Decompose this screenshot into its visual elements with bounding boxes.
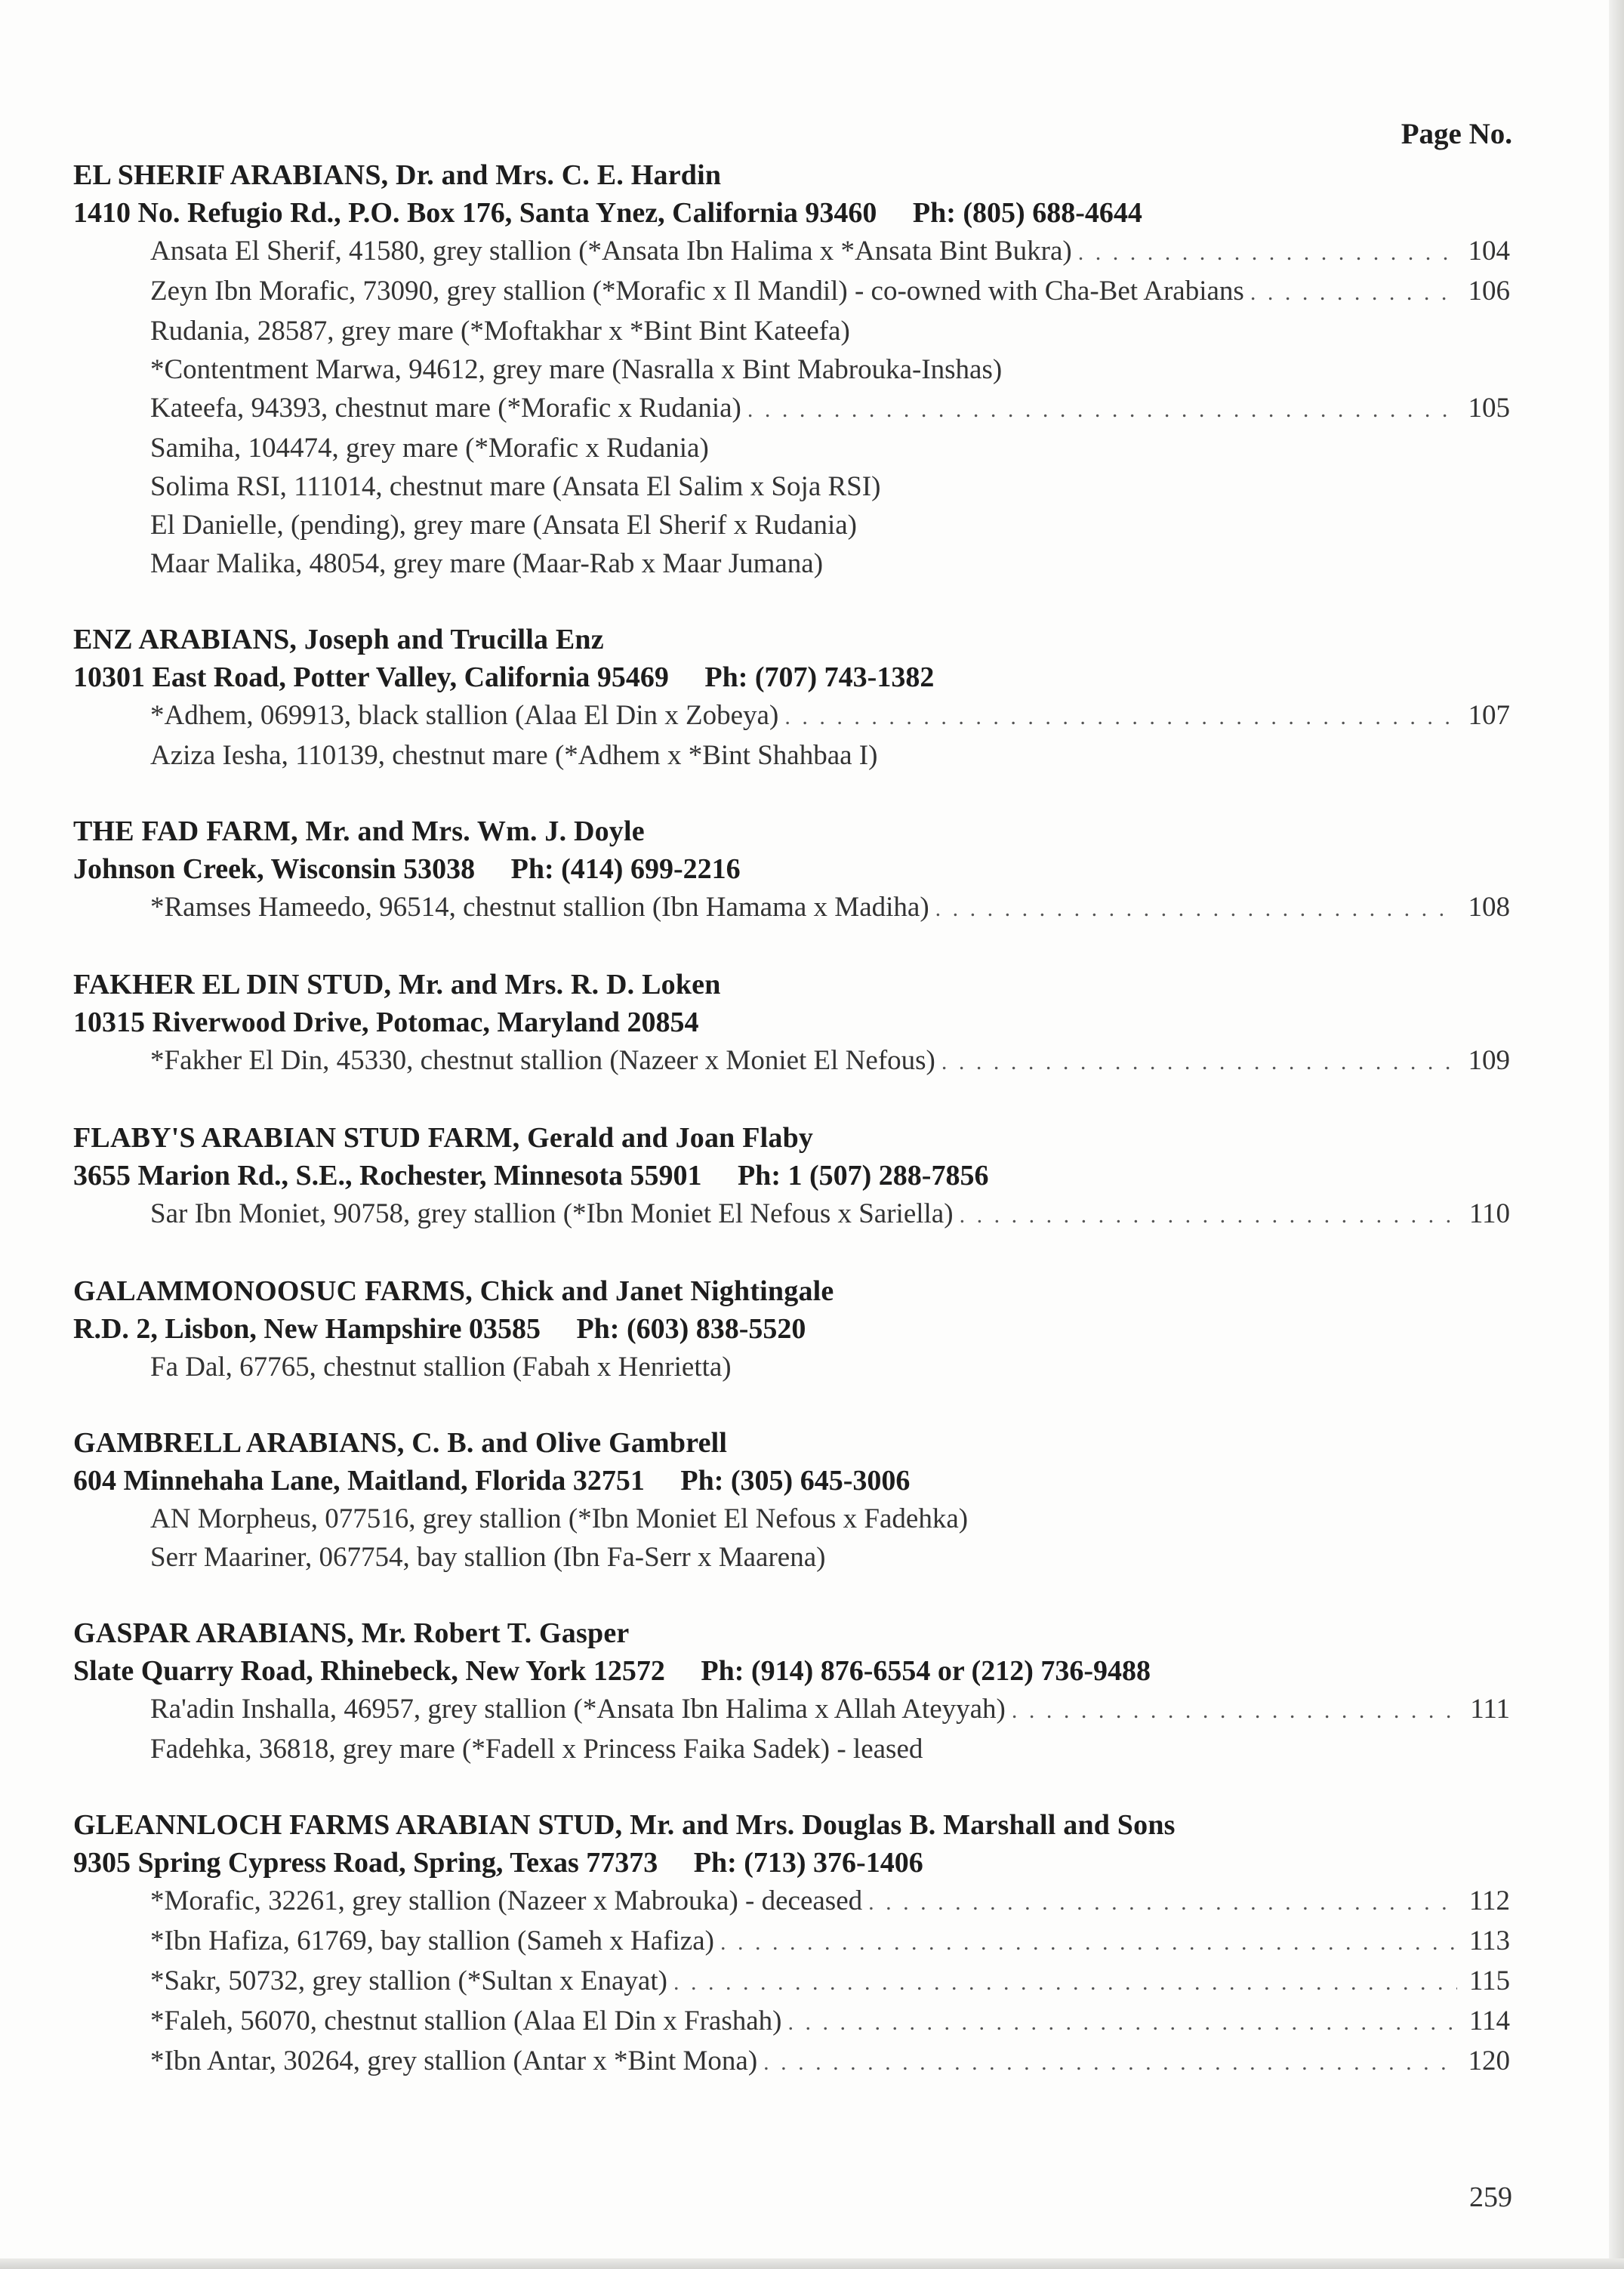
farm-entry: [73, 1424, 1510, 1577]
dot-leader: [720, 1923, 1457, 1962]
horse-entry: [73, 506, 1510, 544]
horse-description: Serr Maariner, 067754, bay stallion (Ibn Fa-Serr x Maarena): [150, 1542, 826, 1573]
dot-leader: [1078, 233, 1457, 272]
horse-entry: [73, 1690, 1510, 1730]
horse-entry: [73, 1962, 1510, 2002]
horse-description: Ra'adin Inshalla, 46957, grey stallion (*Ansata Ibn Halima x Allah Ateyyah): [150, 1694, 1006, 1725]
farm-address: 3655 Marion Rd., S.E., Rochester, Minnesota 55901 Ph: 1 (507) 288-7856: [73, 1160, 989, 1192]
dot-leader: [960, 1196, 1457, 1235]
farm-entry: [73, 156, 1510, 583]
farm-entry: [73, 1119, 1510, 1235]
dot-leader: [673, 1963, 1457, 2002]
horse-entry: [73, 467, 1510, 506]
horse-page-reference: 106: [1468, 276, 1510, 307]
horse-entry: [73, 232, 1510, 272]
horse-page-reference: 114: [1468, 2005, 1510, 2036]
farm-address: Johnson Creek, Wisconsin 53038 Ph: (414) 699-2216: [73, 853, 741, 885]
farm-entry: [73, 966, 1510, 1081]
dot-leader: [941, 1043, 1457, 1081]
farm-name: EL SHERIF ARABIANS, Dr. and Mrs. C. E. Hardin: [73, 159, 722, 191]
horse-page-reference: 112: [1468, 1885, 1510, 1916]
horse-description: *Morafic, 32261, grey stallion (Nazeer x Mabrouka) - deceased: [150, 1885, 863, 1916]
horse-description: Aziza Iesha, 110139, chestnut mare (*Adhem x *Bint Shahbaa I): [150, 740, 878, 771]
horse-description: *Sakr, 50732, grey stallion (*Sultan x Enayat): [150, 1965, 667, 1996]
horse-description: Solima RSI, 111014, chestnut mare (Ansata El Salim x Soja RSI): [150, 471, 881, 502]
horse-entry: [73, 544, 1510, 583]
farm-name: GLEANNLOCH FARMS ARABIAN STUD, Mr. and Mrs. Douglas B. Marshall and Sons: [73, 1809, 1176, 1841]
horse-page-reference: 108: [1468, 892, 1510, 923]
horse-description: Rudania, 28587, grey mare (*Moftakhar x *Bint Bint Kateefa): [150, 316, 850, 347]
horse-description: *Ibn Antar, 30264, grey stallion (Antar x *Bint Mona): [150, 2045, 758, 2076]
horse-entry: [73, 2002, 1510, 2042]
farm-address: 1410 No. Refugio Rd., P.O. Box 176, Santa Ynez, California 93460 Ph: (805) 688-4644: [73, 197, 1142, 229]
dot-leader: [935, 889, 1457, 928]
farm-entry: [73, 621, 1510, 775]
horse-entry: [73, 1348, 1510, 1386]
horse-entry: [73, 350, 1510, 389]
dot-leader: [1250, 273, 1457, 312]
farm-address: 10315 Riverwood Drive, Potomac, Maryland 20854: [73, 1007, 699, 1038]
farm-name: THE FAD FARM, Mr. and Mrs. Wm. J. Doyle: [73, 815, 645, 847]
farm-address: R.D. 2, Lisbon, New Hampshire 03585 Ph: (603) 838-5520: [73, 1313, 806, 1345]
horse-description: Kateefa, 94393, chestnut mare (*Morafic x Rudania): [150, 393, 741, 424]
dot-leader: [1012, 1691, 1457, 1730]
horse-page-reference: 120: [1468, 2045, 1510, 2076]
horse-description: Fa Dal, 67765, chestnut stallion (Fabah x Henrietta): [150, 1352, 732, 1383]
horse-entry: [73, 1041, 1510, 1081]
farm-directory-list: [73, 156, 1510, 2119]
horse-description: Zeyn Ibn Morafic, 73090, grey stallion (*Morafic x Il Mandil) - co-owned with Cha-Bet Arabians: [150, 276, 1244, 307]
farm-name: FAKHER EL DIN STUD, Mr. and Mrs. R. D. Loken: [73, 969, 721, 1000]
horse-description: *Contentment Marwa, 94612, grey mare (Nasralla x Bint Mabrouka-Inshas): [150, 354, 1003, 385]
horse-entry: [73, 2042, 1510, 2082]
horse-description: AN Morpheus, 077516, grey stallion (*Ibn Moniet El Nefous x Fadehka): [150, 1503, 969, 1534]
horse-page-reference: 105: [1468, 393, 1510, 424]
farm-entry: [73, 1806, 1510, 2082]
horse-page-reference: 107: [1468, 700, 1510, 731]
farm-name: FLABY'S ARABIAN STUD FARM, Gerald and Joan Flaby: [73, 1122, 814, 1154]
farm-address: 9305 Spring Cypress Road, Spring, Texas 77373 Ph: (713) 376-1406: [73, 1847, 923, 1879]
horse-description: Ansata El Sherif, 41580, grey stallion (*Ansata Ibn Halima x *Ansata Bint Bukra): [150, 236, 1072, 267]
horse-entry: [73, 1730, 1510, 1768]
horse-entry: [73, 1922, 1510, 1962]
horse-entry: [73, 1882, 1510, 1922]
horse-description: Fadehka, 36818, grey mare (*Fadell x Princess Faika Sadek) - leased: [150, 1734, 923, 1765]
horse-description: *Fakher El Din, 45330, chestnut stallion (Nazeer x Moniet El Nefous): [150, 1045, 935, 1076]
farm-address: 10301 East Road, Potter Valley, California 95469 Ph: (707) 743-1382: [73, 661, 935, 693]
horse-page-reference: 109: [1468, 1045, 1510, 1076]
dot-leader: [787, 2003, 1457, 2042]
horse-description: Sar Ibn Moniet, 90758, grey stallion (*Ibn Moniet El Nefous x Sariella): [150, 1198, 954, 1229]
horse-entry: [73, 312, 1510, 350]
dot-leader: [763, 2043, 1457, 2082]
horse-description: Samiha, 104474, grey mare (*Morafic x Rudania): [150, 433, 709, 464]
horse-entry: [73, 1538, 1510, 1577]
farm-name: GASPAR ARABIANS, Mr. Robert T. Gasper: [73, 1617, 630, 1649]
horse-description: Maar Malika, 48054, grey mare (Maar-Rab x Maar Jumana): [150, 548, 824, 579]
farm-entry: [73, 1272, 1510, 1386]
horse-page-reference: 110: [1468, 1198, 1510, 1229]
farm-name: GALAMMONOOSUC FARMS, Chick and Janet Nightingale: [73, 1275, 834, 1307]
horse-entry: [73, 1500, 1510, 1538]
farm-entry: [73, 812, 1510, 928]
horse-page-reference: 113: [1468, 1925, 1510, 1956]
horse-entry: [73, 1195, 1510, 1235]
horse-description: *Faleh, 56070, chestnut stallion (Alaa El Din x Frashah): [150, 2005, 782, 2036]
horse-entry: [73, 389, 1510, 429]
horse-description: El Danielle, (pending), grey mare (Ansata El Sherif x Rudania): [150, 510, 857, 541]
horse-entry: [73, 888, 1510, 928]
horse-description: *Adhem, 069913, black stallion (Alaa El Din x Zobeya): [150, 700, 779, 731]
dot-leader: [784, 698, 1457, 736]
horse-entry: [73, 736, 1510, 775]
horse-page-reference: 115: [1468, 1965, 1510, 1996]
horse-page-reference: 111: [1470, 1694, 1510, 1725]
horse-entry: [73, 429, 1510, 467]
farm-entry: [73, 1614, 1510, 1768]
horse-entry: [73, 272, 1510, 312]
dot-leader: [868, 1883, 1457, 1922]
horse-page-reference: 104: [1468, 236, 1510, 267]
farm-address: 604 Minnehaha Lane, Maitland, Florida 32751 Ph: (305) 645-3006: [73, 1465, 911, 1497]
farm-name: ENZ ARABIANS, Joseph and Trucilla Enz: [73, 624, 604, 655]
farm-address: Slate Quarry Road, Rhinebeck, New York 12572 Ph: (914) 876-6554 or (212) 736-9488: [73, 1655, 1151, 1687]
farm-name: GAMBRELL ARABIANS, C. B. and Olive Gambrell: [73, 1427, 728, 1459]
page-no-column-header: Page No.: [1401, 118, 1512, 150]
dot-leader: [747, 390, 1457, 429]
horse-description: *Ramses Hameedo, 96514, chestnut stallion (Ibn Hamama x Madiha): [150, 892, 929, 923]
horse-description: *Ibn Hafiza, 61769, bay stallion (Sameh x Hafiza): [150, 1925, 714, 1956]
horse-entry: [73, 696, 1510, 736]
page-number: 259: [1469, 2181, 1512, 2213]
